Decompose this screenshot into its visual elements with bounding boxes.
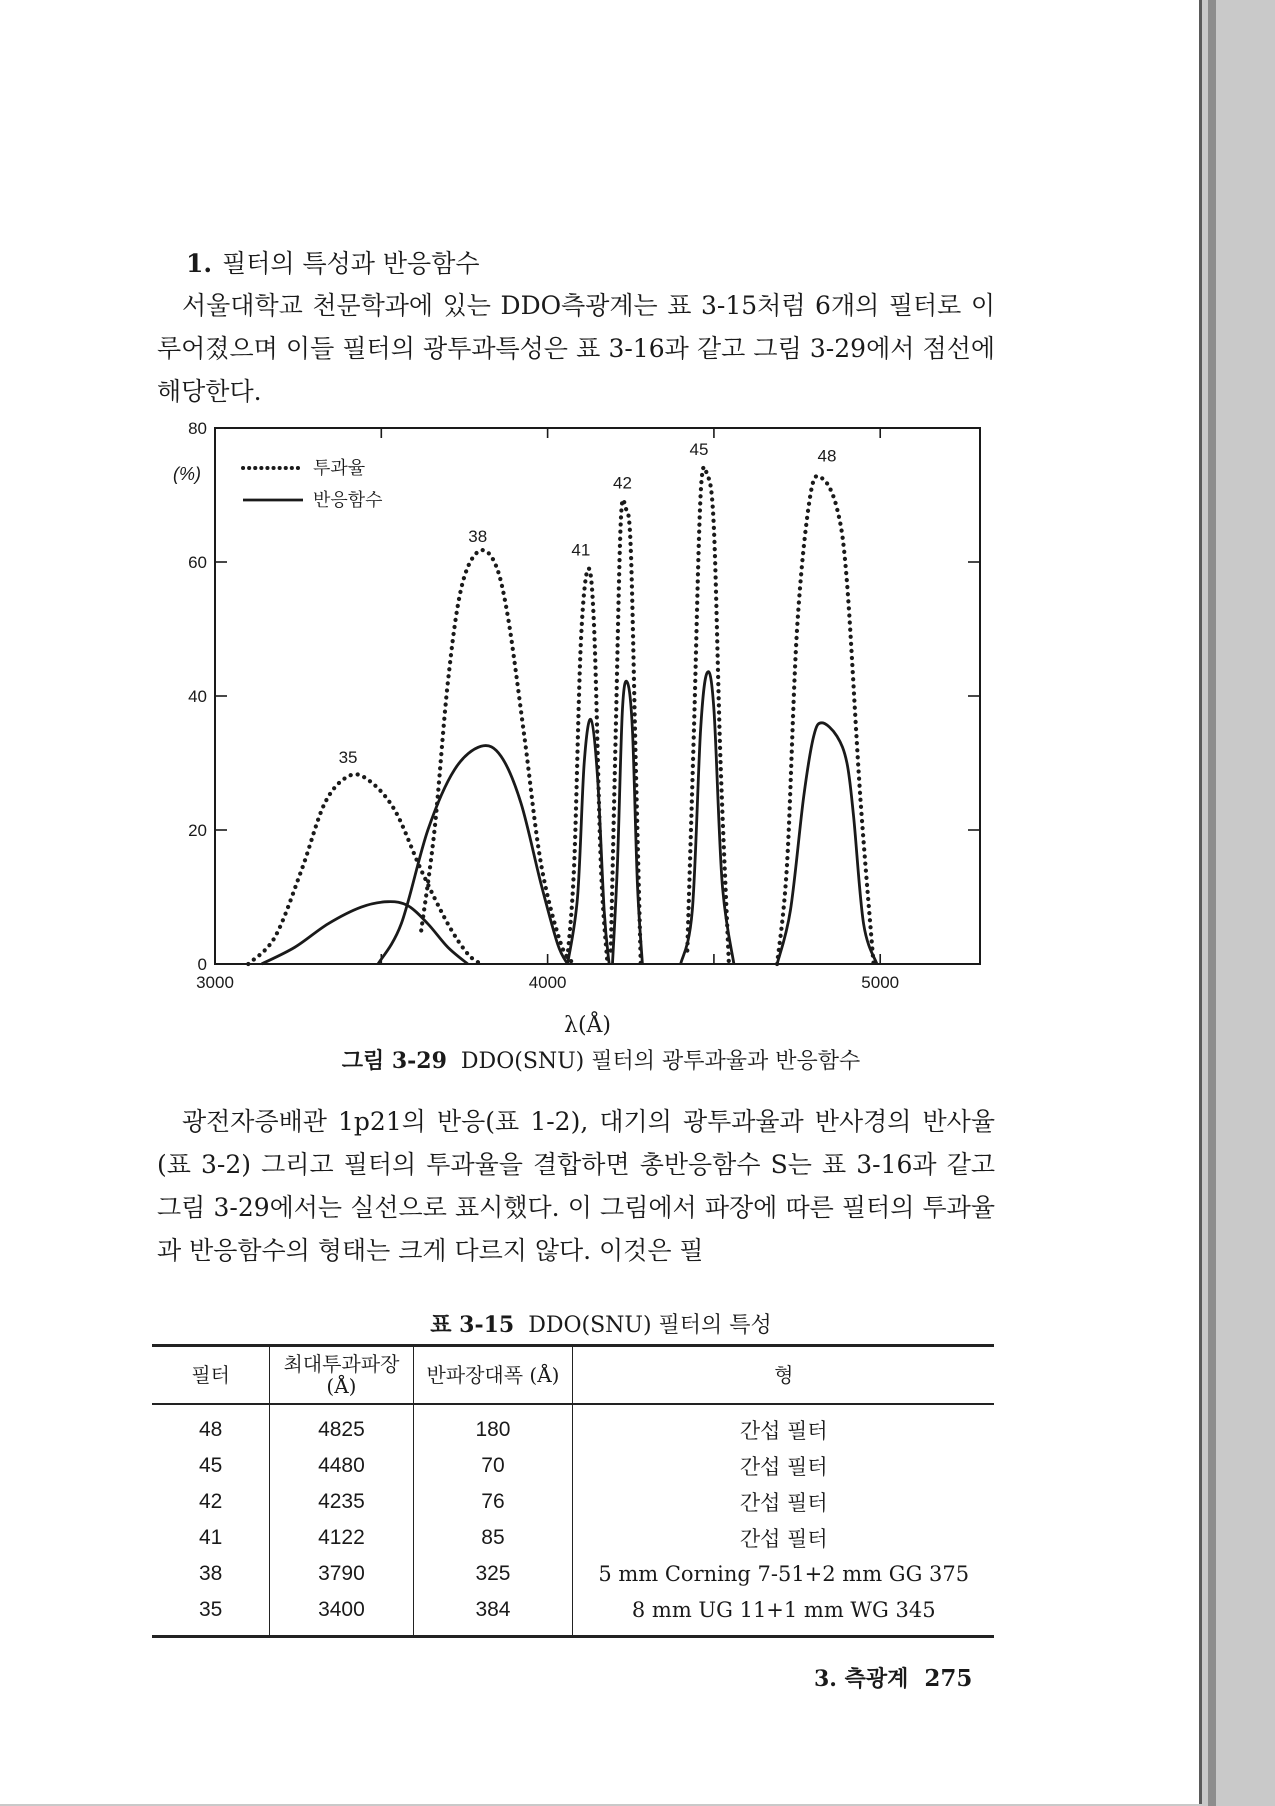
series-41-반응함수 [568, 719, 610, 964]
figure-3-29 [150, 412, 1000, 1052]
table-cell: 4825 [270, 1404, 413, 1448]
figure-title: DDO(SNU) 필터의 광투과율과 반응함수 [460, 1049, 861, 1074]
table-cell: 간섭 필터 [739, 1527, 828, 1551]
page-footer [814, 1662, 988, 1693]
peak-label-38: 38 [468, 526, 488, 546]
filter-characteristics-table [152, 1344, 994, 1638]
table-body [152, 1404, 994, 1637]
table-cell: 간섭 필터 [739, 1455, 828, 1479]
y-tick-label: 40 [188, 687, 207, 706]
table-cell: 35 [152, 1592, 270, 1637]
table-row [152, 1592, 994, 1637]
table-cell: 3400 [270, 1592, 413, 1637]
table-header-3: 형 [573, 1346, 994, 1405]
table-cell: 48 [152, 1404, 270, 1448]
y-tick-label: 20 [188, 821, 207, 840]
table-cell: 38 [152, 1556, 270, 1592]
legend-label: 투과율 [313, 458, 366, 479]
table-cell: 5 mm Corning 7-51+2 mm GG 375 [598, 1562, 970, 1586]
y-axis-label: (%) [173, 464, 201, 484]
series-35-투과율 [248, 774, 481, 964]
table-cell: 180 [413, 1404, 573, 1448]
peak-label-45: 45 [689, 439, 709, 459]
filter-table-wrap [152, 1344, 994, 1638]
table-cell: 70 [413, 1448, 573, 1484]
page-number: 275 [924, 1665, 973, 1692]
chart-labels [339, 440, 837, 767]
table-cell: 4122 [270, 1520, 413, 1556]
running-footer-chapter: 3. 측광계 [814, 1666, 909, 1692]
intro-paragraph-text: 서울대학교 천문학과에 있는 DDO측광계는 표 3-15처럼 6개의 필터로 이루어졌으며 이들 필터의 광투과특성은 표 3-16과 같고 그림 3-29에서 점선에 해당한다. [157, 291, 995, 406]
series-41-투과율 [568, 568, 608, 964]
table-caption [0, 1308, 1202, 1339]
table-cell: 3790 [270, 1556, 413, 1592]
peak-label-35: 35 [338, 748, 358, 767]
peak-label-48: 48 [817, 446, 837, 466]
series-38-투과율 [421, 550, 574, 964]
table-header-2: 반파장대폭 (Å) [413, 1346, 573, 1405]
figure-caption [0, 1044, 1202, 1075]
section-heading [186, 244, 480, 280]
table-row [152, 1448, 994, 1484]
chart-series [248, 467, 877, 964]
table-cell: 325 [413, 1556, 573, 1592]
x-axis-label: λ(Å) [564, 1013, 611, 1038]
table-cell: 42 [152, 1484, 270, 1520]
body-paragraph [157, 1100, 995, 1272]
table-cell: 간섭 필터 [739, 1419, 828, 1443]
table-cell: 4480 [270, 1448, 413, 1484]
table-row [152, 1520, 994, 1556]
y-tick-label: 0 [197, 955, 207, 974]
table-row [152, 1404, 994, 1448]
page-edge-shadow [1208, 0, 1216, 1806]
body-paragraph-text: 광전자증배관 1p21의 반응(표 1-2), 대기의 광투과율과 반사경의 반사율(표 3-2) 그리고 필터의 투과율을 결합하면 총반응함수 S는 표 3-16과 같고 그림 3-29에서는 실선으로 표시했다. 이 그림에서 파장에 따른 필터의 투과율과 반응함수의 형태는 크게 다르지 않다. 이것은 필 [157, 1107, 995, 1265]
table-title: DDO(SNU) 필터의 특성 [528, 1313, 772, 1338]
y-tick-label: 60 [188, 553, 207, 572]
table-header-row [152, 1346, 994, 1405]
table-cell: 4235 [270, 1484, 413, 1520]
legend-label: 반응함수 [313, 490, 383, 511]
x-tick-label: 4000 [528, 973, 567, 992]
y-tick-label: 80 [188, 419, 207, 438]
table-row [152, 1556, 994, 1592]
chart-legend [243, 458, 383, 511]
table-cell: 간섭 필터 [739, 1491, 828, 1515]
section-number: 1. [186, 249, 213, 278]
x-tick-label: 3000 [196, 973, 234, 992]
peak-label-41: 41 [571, 540, 591, 560]
table-cell: 76 [413, 1484, 573, 1520]
table-row [152, 1484, 994, 1520]
section-title: 필터의 특성과 반응함수 [222, 249, 480, 278]
intro-paragraph [157, 284, 995, 413]
table-cell: 85 [413, 1520, 573, 1556]
chart-axes [173, 419, 980, 1038]
transmission-response-chart [150, 412, 1000, 1052]
figure-label: 그림 3-29 [341, 1048, 447, 1074]
table-cell: 8 mm UG 11+1 mm WG 345 [631, 1598, 936, 1622]
table-cell: 384 [413, 1592, 573, 1637]
series-35-반응함수 [262, 902, 468, 964]
table-header-0: 필터 [152, 1346, 270, 1405]
table-label: 표 3-15 [430, 1312, 515, 1338]
table-cell: 45 [152, 1448, 270, 1484]
table-cell: 41 [152, 1520, 270, 1556]
table-header-1: 최대투과파장 (Å) [270, 1346, 413, 1405]
peak-label-42: 42 [612, 473, 632, 493]
x-tick-label: 5000 [861, 973, 900, 992]
